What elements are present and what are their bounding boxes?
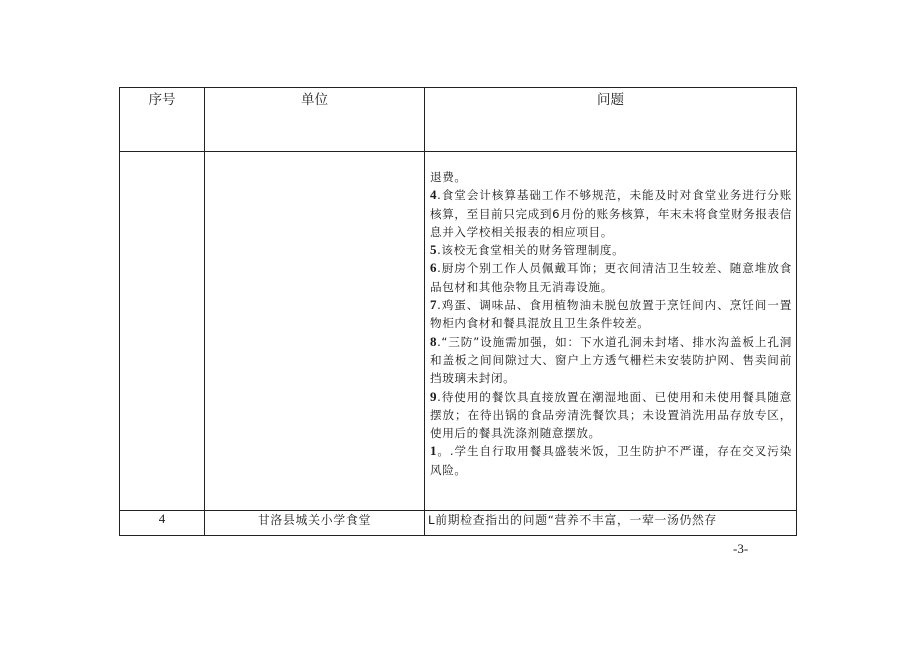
table-header-row bbox=[120, 88, 797, 152]
issue-number: 5 bbox=[430, 242, 438, 258]
issue-number: 9 bbox=[430, 388, 438, 404]
issue-item bbox=[430, 168, 792, 186]
table-row bbox=[120, 152, 797, 511]
issue-item bbox=[430, 259, 792, 296]
issues-table bbox=[119, 87, 797, 536]
issue-cell bbox=[425, 152, 797, 511]
issue-text: .该校无食堂相关的财务管理制度。 bbox=[437, 243, 625, 258]
issue-number: 8 bbox=[430, 333, 438, 349]
seq-cell-empty bbox=[120, 152, 205, 511]
header-unit: 单位 bbox=[205, 88, 425, 152]
issue-item bbox=[430, 442, 792, 479]
page-number: -3- bbox=[733, 541, 749, 556]
header-issue: 问题 bbox=[425, 88, 797, 152]
issue-item bbox=[430, 296, 792, 333]
issue-text: .厨房个别工作人员佩戴耳饰；更衣间清洁卫生较差、随意堆放食品包材和其他杂物且无消毒设施。 bbox=[430, 261, 792, 294]
issue-text: .食堂会计核算基础工作不够规范，未能及时对食堂业务进行分账核算，至目前只完成到6月份的账务核算，年末未将食堂财务报表信息并入学校相关报表的相应项目。 bbox=[430, 188, 792, 239]
issue-number: 4 bbox=[430, 187, 438, 203]
unit-cell-empty bbox=[205, 152, 425, 511]
issue-number: 7 bbox=[430, 297, 438, 313]
issue-number: 6 bbox=[430, 260, 438, 276]
issue-item bbox=[430, 388, 792, 443]
issue-item bbox=[430, 333, 792, 388]
issue-list bbox=[425, 152, 796, 479]
issue-text: 退费。 bbox=[430, 170, 467, 184]
table-row bbox=[120, 511, 797, 536]
issue-text: 。.学生自行取用餐具盛装米饭，卫生防护不严谨，存在交叉污染风险。 bbox=[430, 444, 792, 477]
issue-item bbox=[430, 186, 792, 241]
issue-item bbox=[430, 241, 792, 259]
seq-cell: 4 bbox=[120, 511, 205, 536]
issue-text: .鸡蛋、调味品、食用植物油未脱包放置于烹饪间内、烹饪间一置物柜内食材和餐具混放且卫生条件较差。 bbox=[430, 298, 792, 331]
issue-cell: L前期检查指出的问题“营养不丰富，一荤一汤仍然存 bbox=[425, 511, 797, 536]
header-seq: 序号 bbox=[120, 88, 205, 152]
issue-text: .“三防”设施需加强，如：下水道孔洞未封堵、排水沟盖板上孔洞和盖板之间间隙过大、窗户上方透气栅栏未安装防护网、售卖间前挡玻璃未封闭。 bbox=[430, 334, 792, 386]
issue-text: .待使用的餐饮具直接放置在潮湿地面、已使用和未使用餐具随意摆放；在待出锅的食品旁清洗餐饮具；未设置消洗用品存放专区，使用后的餐具洗涤剂随意摆放。 bbox=[430, 389, 792, 441]
issue-number: 1 bbox=[430, 443, 438, 459]
unit-cell: 甘洛县城关小学食堂 bbox=[205, 511, 425, 536]
